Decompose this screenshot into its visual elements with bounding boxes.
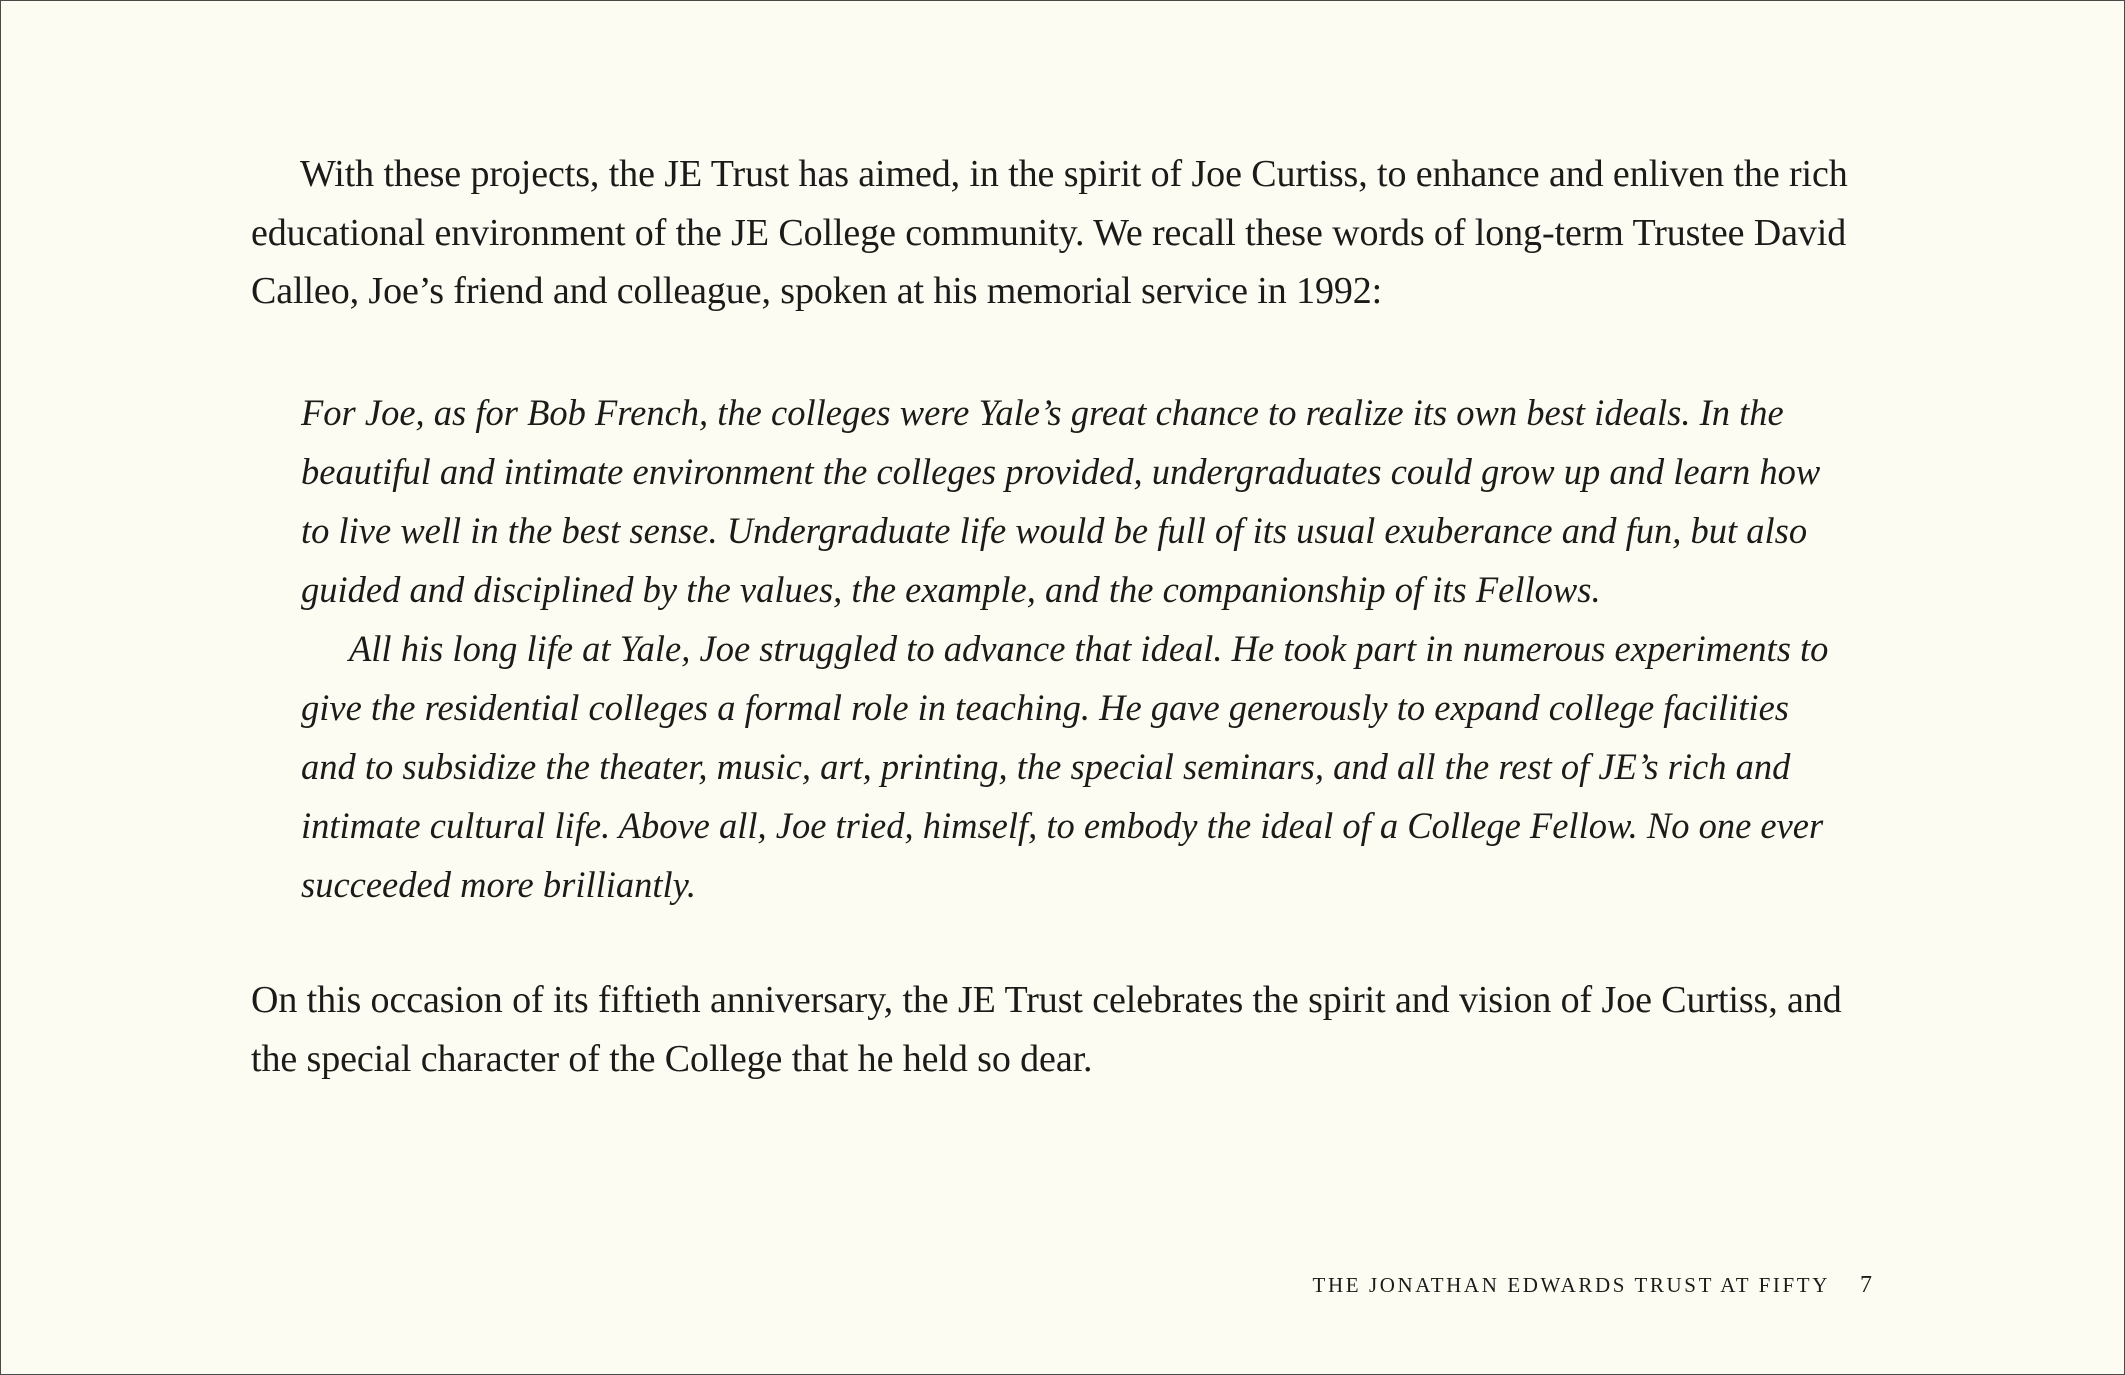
intro-paragraph: With these projects, the JE Trust has aimed, in the spirit of Joe Curtiss, to enhance and enliven the rich educational environment of the JE College community. We recall these words of long-term Trustee David Calleo, Joe’s friend and colleague, spoken at his memorial service in 1992: xyxy=(251,153,1848,312)
memorial-quote-block xyxy=(301,383,1841,914)
page-number: 7 xyxy=(1860,1272,1872,1298)
quote-paragraph-1: For Joe, as for Bob French, the colleges were Yale’s great chance to realize its own best ideals. In the beautiful and intimate environment the colleges provided, undergraduates could grow up and learn how to live well in the best sense. Undergraduate life would be full of its usual exuberance and fun, but also guided and disciplined by the values, the example, and the companionship of its Fellows. xyxy=(301,392,1821,610)
page-footer xyxy=(1313,1270,1872,1300)
closing-paragraph: On this occasion of its fiftieth anniversary, the JE Trust celebrates the spirit and vision of Joe Curtiss, and the special character of the College that he held so dear. xyxy=(251,979,1842,1080)
running-title: THE JONATHAN EDWARDS TRUST AT FIFTY xyxy=(1312,1273,1830,1297)
quote-paragraph-2: All his long life at Yale, Joe struggled to advance that ideal. He took part in numerous experiments to give the residential colleges a formal role in teaching. He gave generously to expand college facilities and to subsidize the theater, music, art, printing, the special seminars, and all the rest of JE’s rich and intimate cultural life. Above all, Joe tried, himself, to embody the ideal of a College Fellow. No one ever succeeded more brilliantly. xyxy=(301,628,1829,905)
